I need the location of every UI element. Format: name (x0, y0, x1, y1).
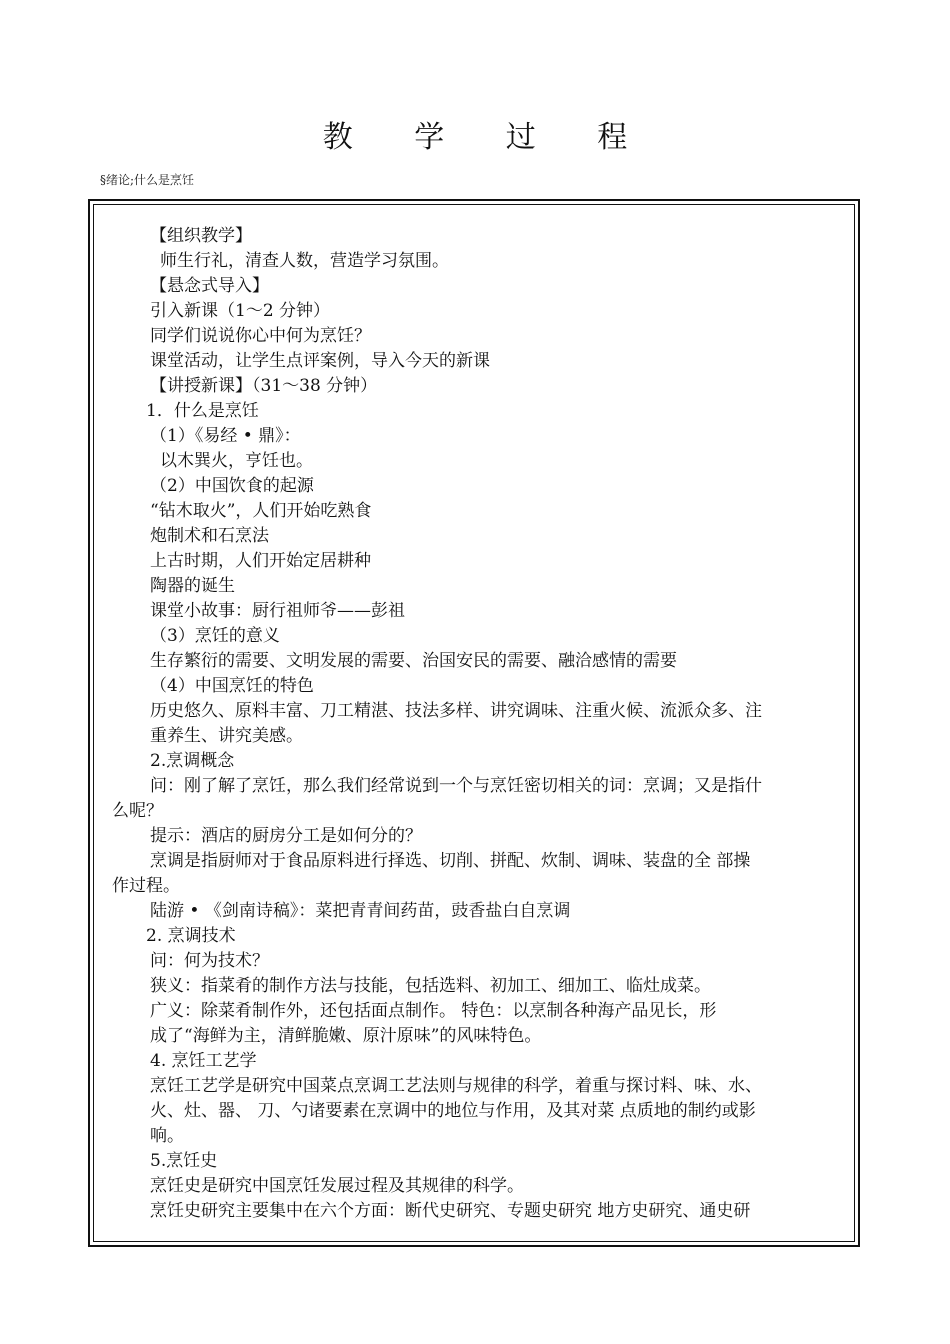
content-line: 【悬念式导入】 (150, 276, 269, 296)
content-line: 师生行礼，清查人数，营造学习氛围。 (160, 251, 449, 271)
content-line: 问：刚了解了烹饪，那么我们经常说到一个与烹饪密切相关的词：烹调；又是指什 (150, 776, 762, 796)
content-line: 响。 (150, 1126, 184, 1146)
content-line: 广义：除菜肴制作外，还包括面点制作。 特色：以烹制各种海产品见长，形 (150, 1001, 717, 1021)
content-line: 炮制术和石烹法 (150, 526, 269, 546)
content-line: 2. 烹调技术 (146, 926, 236, 946)
content-line: “钻木取火”，人们开始吃熟食 (150, 501, 372, 521)
content-line: （3）烹饪的意义 (150, 626, 280, 646)
content-line: 烹饪史研究主要集中在六个方面：断代史研究、专题史研究 地方史研究、通史研 (150, 1201, 751, 1221)
section-label: §绪论;什么是烹饪 (100, 173, 195, 187)
content-line: 作过程。 (112, 876, 180, 896)
content-line: 引入新课（1～2 分钟） (150, 301, 331, 321)
lesson-content (112, 224, 840, 1224)
content-line: 4. 烹饪工艺学 (150, 1051, 257, 1071)
page-title: 教 学 过 程 (322, 120, 654, 155)
content-line: 烹调是指厨师对于食品原料进行择选、切削、拼配、炊制、调味、装盘的全 部操 (150, 851, 751, 871)
content-line: 课堂活动，让学生点评案例，导入今天的新课 (150, 351, 490, 371)
content-line: 提示：酒店的厨房分工是如何分的？ (150, 826, 422, 846)
content-line: 课堂小故事：厨行祖师爷——彭祖 (150, 601, 405, 621)
content-line: 成了“海鲜为主，清鲜脆嫩、原汁原味”的风味特色。 (150, 1026, 542, 1046)
content-line: （1）《易经 • 鼎》： (150, 426, 301, 446)
content-line: 陶器的诞生 (150, 576, 235, 596)
content-line: 【讲授新课】（31～38 分钟） (150, 376, 378, 396)
content-line: （2）中国饮食的起源 (150, 476, 314, 496)
content-line: 么呢？ (112, 801, 163, 821)
content-line: 生存繁衍的需要、文明发展的需要、治国安民的需要、融洽感情的需要 (150, 651, 677, 671)
content-line: 同学们说说你心中何为烹饪？ (150, 326, 371, 346)
content-line: 历史悠久、原料丰富、刀工精湛、技法多样、讲究调味、注重火候、流派众多、注 (150, 701, 762, 721)
content-line: （4）中国烹饪的特色 (150, 676, 314, 696)
content-line: 以木巽火，亨饪也。 (160, 451, 313, 471)
content-line: 1．什么是烹饪 (146, 401, 259, 421)
content-line: 狭义：指菜肴的制作方法与技能，包括选料、初加工、细加工、临灶成菜。 (150, 976, 711, 996)
content-line: 2.烹调概念 (150, 751, 235, 771)
content-line: 5.烹饪史 (150, 1151, 218, 1171)
content-line: 重养生、讲究美感。 (150, 726, 303, 746)
content-line: 陆游 • 《剑南诗稿》：菜把青青间药苗，豉香盐白自烹调 (150, 901, 571, 921)
content-line: 火、灶、器、 刀、勺诸要素在烹调中的地位与作用，及其对菜 点质地的制约或影 (150, 1101, 756, 1121)
content-line: 【组织教学】 (150, 226, 252, 246)
content-line: 烹饪工艺学是研究中国菜点烹调工艺法则与规律的科学，着重与探讨料、味、水、 (150, 1076, 762, 1096)
content-line: 上古时期，人们开始定居耕种 (150, 551, 371, 571)
content-line: 问：何为技术？ (150, 951, 269, 971)
content-line: 烹饪史是研究中国烹饪发展过程及其规律的科学。 (150, 1176, 524, 1196)
